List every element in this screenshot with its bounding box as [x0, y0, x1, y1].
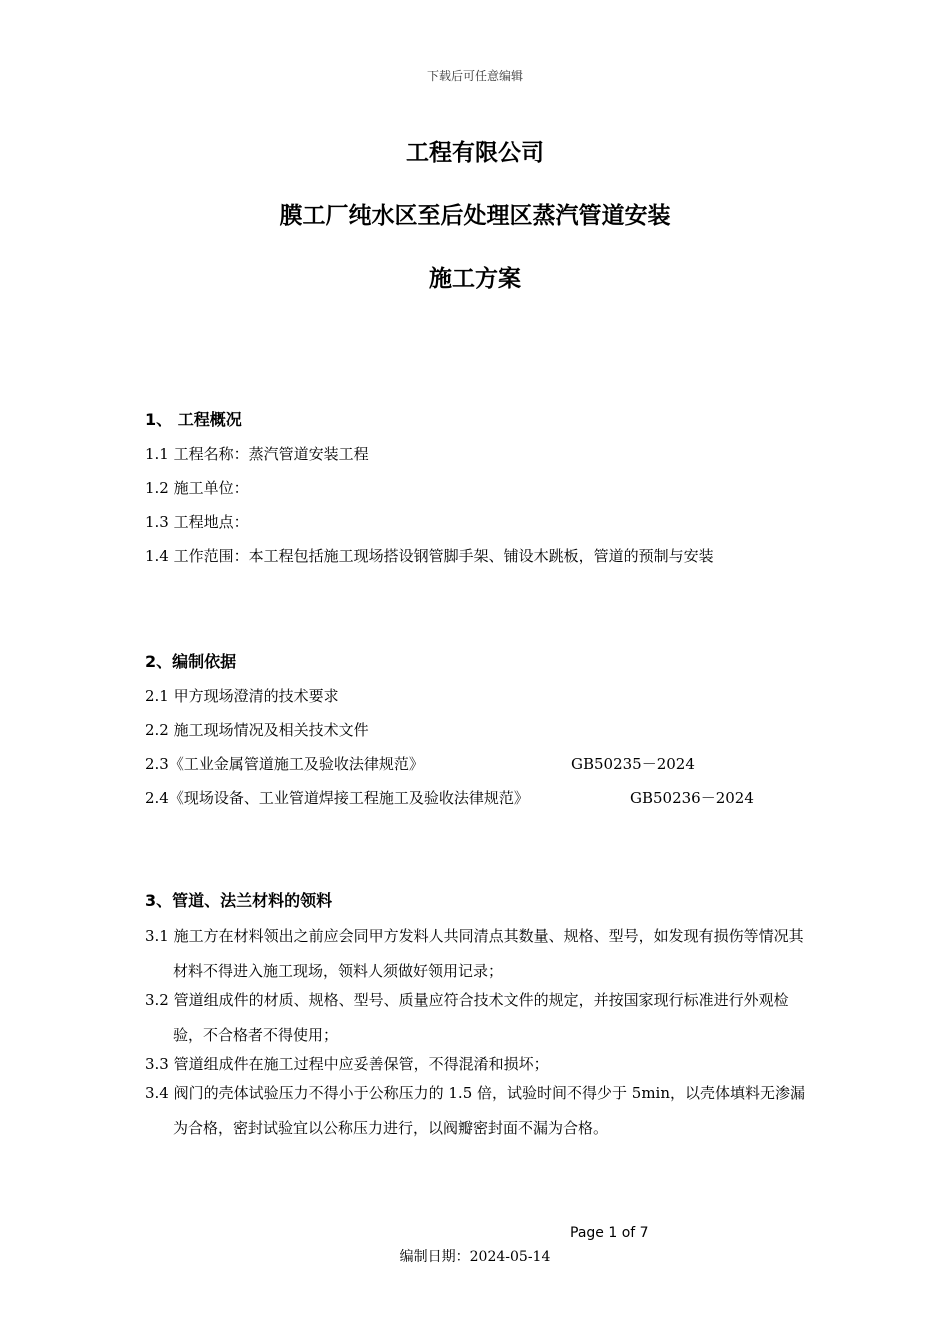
- list-item: 1.4 工作范围：本工程包括施工现场搭设钢管脚手架、铺设木跳板，管道的预制与安装: [145, 547, 714, 565]
- list-item: [145, 686, 815, 720]
- list-item: 1.1 工程名称：蒸汽管道安装工程: [145, 445, 369, 463]
- list-item: 3.4 阀门的壳体试验压力不得小于公称压力的 1.5 倍，试验时间不得少于 5min，以壳体填料无渗漏为合格，密封试验宜以公称压力进行，以阀瓣密封面不漏为合格。: [145, 1084, 806, 1137]
- section-basis: [145, 652, 815, 822]
- list-item: [145, 720, 815, 754]
- compile-date: 编制日期：2024-05-14: [399, 1249, 551, 1265]
- item-text: 2.1 甲方现场澄清的技术要求: [145, 687, 339, 705]
- section-heading: 1、 工程概况: [145, 410, 242, 429]
- standard-code: GB50235－2024: [571, 755, 695, 773]
- document-type-title: 施工方案: [429, 266, 521, 292]
- list-item: 3.1 施工方在材料领出之前应会同甲方发料人共同清点其数量、规格、型号，如发现有损伤等情况其材料不得进入施工现场，领料人须做好领用记录；: [145, 927, 804, 980]
- list-item: 1.2 施工单位：: [145, 479, 249, 497]
- item-text: 2.4《现场设备、工业管道焊接工程施工及验收法律规范》: [145, 789, 529, 807]
- list-item: 3.2 管道组成件的材质、规格、型号、质量应符合技术文件的规定，并按国家现行标准进行外观检验，不合格者不得使用；: [145, 991, 789, 1044]
- section-project-overview: [145, 410, 815, 580]
- section-heading: 3、管道、法兰材料的领料: [145, 891, 333, 910]
- list-item: [145, 788, 815, 822]
- standard-code: GB50236－2024: [630, 789, 754, 807]
- list-item: 3.3 管道组成件在施工过程中应妥善保管，不得混淆和损坏；: [145, 1055, 549, 1073]
- item-text: 2.3《工业金属管道施工及验收法律规范》: [145, 755, 424, 773]
- page-number: Page 1 of 7: [570, 1225, 649, 1241]
- item-text: 2.2 施工现场情况及相关技术文件: [145, 721, 369, 739]
- page-header-note: 下载后可任意编辑: [426, 69, 523, 83]
- list-item: 1.3 工程地点：: [145, 513, 249, 531]
- project-title: 膜工厂纯水区至后处理区蒸汽管道安装: [279, 203, 671, 229]
- section-material-requisition: [145, 891, 815, 1146]
- company-title: 工程有限公司: [406, 140, 544, 166]
- list-item: [145, 754, 815, 788]
- section-heading: 2、编制依据: [145, 652, 237, 671]
